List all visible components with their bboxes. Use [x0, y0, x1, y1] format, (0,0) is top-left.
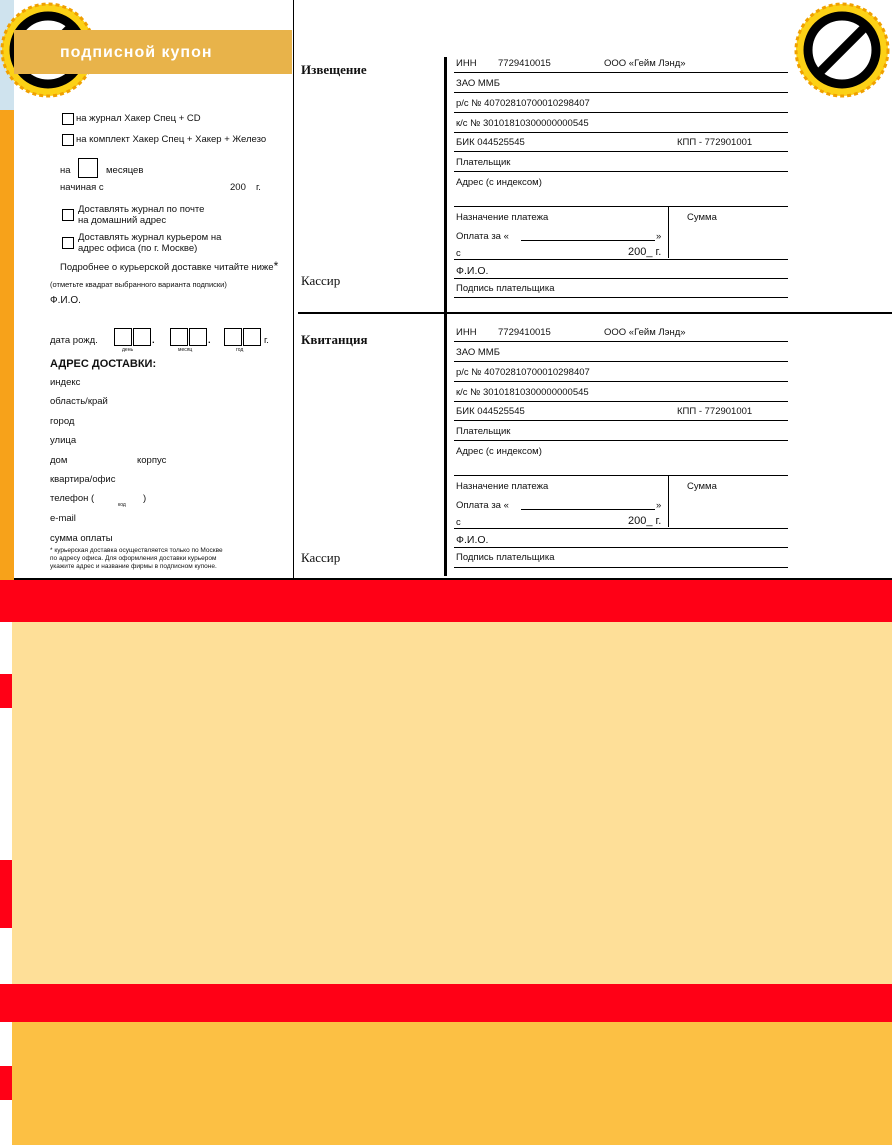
option-courier-delivery: Доставлять журнал курьером на адрес офиса (по г. Москве) [78, 232, 222, 254]
notice-payer: Плательщик [456, 157, 511, 168]
dob-day-1[interactable] [114, 328, 132, 346]
section-divider-right [444, 312, 892, 314]
email-label: e-mail [50, 513, 76, 524]
notice-line [454, 206, 788, 207]
notice-line [454, 278, 788, 279]
sum-label: сумма оплаты [50, 533, 113, 544]
section-divider-left [298, 312, 444, 314]
notice-cashier: Кассир [301, 273, 341, 288]
notice-from-label: с [456, 248, 461, 259]
notice-company: ООО «Гейм Лэнд» [604, 58, 686, 69]
dob-month-1[interactable] [170, 328, 188, 346]
orange-panel [12, 1022, 892, 1145]
checkbox-courier-delivery[interactable] [62, 237, 74, 249]
notice-payment-line [521, 240, 655, 241]
notice-line [454, 259, 788, 260]
apartment-label: квартира/офис [50, 474, 116, 485]
notice-line [454, 92, 788, 93]
dob-unit-year: год [236, 347, 244, 353]
building-label: корпус [137, 455, 167, 466]
receipt-line [454, 528, 788, 529]
dob-unit-day: день [122, 347, 134, 353]
mark-hint: (отметьте квадрат выбранного варианта подписки) [50, 280, 227, 289]
payment-vertical-rule [444, 57, 447, 576]
checkbox-spec-cd[interactable] [62, 113, 74, 125]
phone-code-hint: код [118, 502, 126, 508]
receipt-from-label: с [456, 517, 461, 528]
notice-signature: Подпись плательщика [456, 283, 555, 294]
notice-fio-label: Ф.И.О. [456, 265, 489, 277]
option-bundle: на комплект Хакер Спец + Хакер + Железо [76, 134, 267, 145]
receipt-line [454, 420, 788, 421]
red-band-bottom [0, 984, 892, 1022]
dob-dot-2: . [208, 335, 211, 346]
notice-payment-for: Оплата за « [456, 231, 509, 242]
address-street-label: улица [50, 435, 77, 446]
receipt-payment-line [521, 509, 655, 510]
receipt-corr-account: к/с № 30101810300000000545 [456, 387, 589, 398]
receipt-line [454, 547, 788, 548]
notice-line [454, 297, 788, 298]
receipt-line [454, 401, 788, 402]
footnote: * курьерская доставка осуществляется только по Москве по адресу офиса. Для оформления доставки курьером укажите адрес и название фирмы в подписном купоне. [50, 547, 223, 570]
receipt-title: Квитанция [301, 332, 368, 347]
notice-inn-value: 7729410015 [498, 58, 551, 69]
address-region-label: область/край [50, 396, 108, 407]
address-index-label: индекс [50, 377, 81, 388]
term-prefix: на [60, 165, 71, 176]
receipt-year: 200_ г. [628, 515, 662, 527]
receipt-payer: Плательщик [456, 426, 511, 437]
red-tab-2 [0, 860, 12, 928]
red-tab-1 [0, 674, 12, 708]
checkbox-bundle[interactable] [62, 134, 74, 146]
cream-panel [12, 622, 892, 984]
months-input[interactable] [78, 158, 98, 178]
notice-bank: ЗАО ММБ [456, 78, 500, 89]
start-year-suffix: г. [256, 182, 261, 193]
notice-corr-account: к/с № 30101810300000000545 [456, 118, 589, 129]
notice-title: Извещение [301, 62, 367, 77]
no-entry-badge-icon [794, 0, 892, 100]
notice-sum-rule [668, 206, 669, 258]
notice-year: 200_ г. [628, 246, 662, 258]
receipt-kpp: КПП - 772901001 [677, 406, 753, 417]
coupon-separator [293, 0, 294, 580]
notice-address: Адрес (с индексом) [456, 177, 542, 188]
option-post-delivery: Доставлять журнал по почте на домашний адрес [78, 204, 205, 226]
receipt-inn-label: ИНН [456, 327, 477, 338]
red-tab-3 [0, 1066, 12, 1100]
term-suffix: месяцев [106, 165, 144, 176]
phone-label: телефон ( [50, 493, 95, 504]
notice-purpose-label: Назначение платежа [456, 212, 549, 223]
receipt-line [454, 440, 788, 441]
address-title: АДРЕС ДОСТАВКИ: [50, 358, 157, 370]
notice-kpp: КПП - 772901001 [677, 137, 753, 148]
red-band-top [0, 580, 892, 622]
receipt-sum-label: Сумма [687, 481, 717, 492]
notice-payment-close: » [656, 231, 662, 242]
receipt-signature: Подпись плательщика [456, 552, 555, 563]
dob-year-suffix: г. [264, 335, 269, 346]
receipt-line [454, 361, 788, 362]
notice-line [454, 171, 788, 172]
dob-label: дата рожд. [50, 335, 98, 346]
receipt-purpose-label: Назначение платежа [456, 481, 549, 492]
start-label: начиная с [60, 182, 104, 193]
receipt-company: ООО «Гейм Лэнд» [604, 327, 686, 338]
receipt-line [454, 475, 788, 476]
fio-label: Ф.И.О. [50, 295, 81, 306]
start-year: 200 [230, 182, 246, 193]
notice-line [454, 132, 788, 133]
notice-account: р/с № 40702810700010298407 [456, 98, 590, 109]
notice-sum-label: Сумма [687, 212, 717, 223]
dob-day-2[interactable] [133, 328, 151, 346]
notice-line [454, 112, 788, 113]
coupon-title: подписной купон [60, 44, 213, 61]
receipt-sum-rule [668, 475, 669, 527]
notice-line [454, 151, 788, 152]
dob-dot-1: . [152, 335, 155, 346]
receipt-address: Адрес (с индексом) [456, 446, 542, 457]
house-label: дом [50, 455, 68, 466]
phone-close: ) [143, 493, 147, 504]
receipt-line [454, 341, 788, 342]
receipt-cashier: Кассир [301, 550, 341, 565]
receipt-fio-label: Ф.И.О. [456, 534, 489, 546]
dob-month-2[interactable] [189, 328, 207, 346]
receipt-payment-close: » [656, 500, 662, 511]
dob-year-1[interactable] [224, 328, 242, 346]
notice-inn-label: ИНН [456, 58, 477, 69]
receipt-payment-for: Оплата за « [456, 500, 509, 511]
receipt-bank: ЗАО ММБ [456, 347, 500, 358]
receipt-bik: БИК 044525545 [456, 406, 525, 417]
address-city-label: город [50, 416, 75, 427]
option-spec-cd: на журнал Хакер Спец + CD [76, 113, 201, 124]
receipt-account: р/с № 40702810700010298407 [456, 367, 590, 378]
dob-unit-month: месяц [178, 347, 193, 353]
receipt-line [454, 567, 788, 568]
dob-year-2[interactable] [243, 328, 261, 346]
courier-note: Подробнее о курьерской доставке читайте ниже* [60, 259, 279, 273]
receipt-line [454, 381, 788, 382]
notice-bik: БИК 044525545 [456, 137, 525, 148]
notice-line [454, 72, 788, 73]
receipt-inn-value: 7729410015 [498, 327, 551, 338]
checkbox-post-delivery[interactable] [62, 209, 74, 221]
